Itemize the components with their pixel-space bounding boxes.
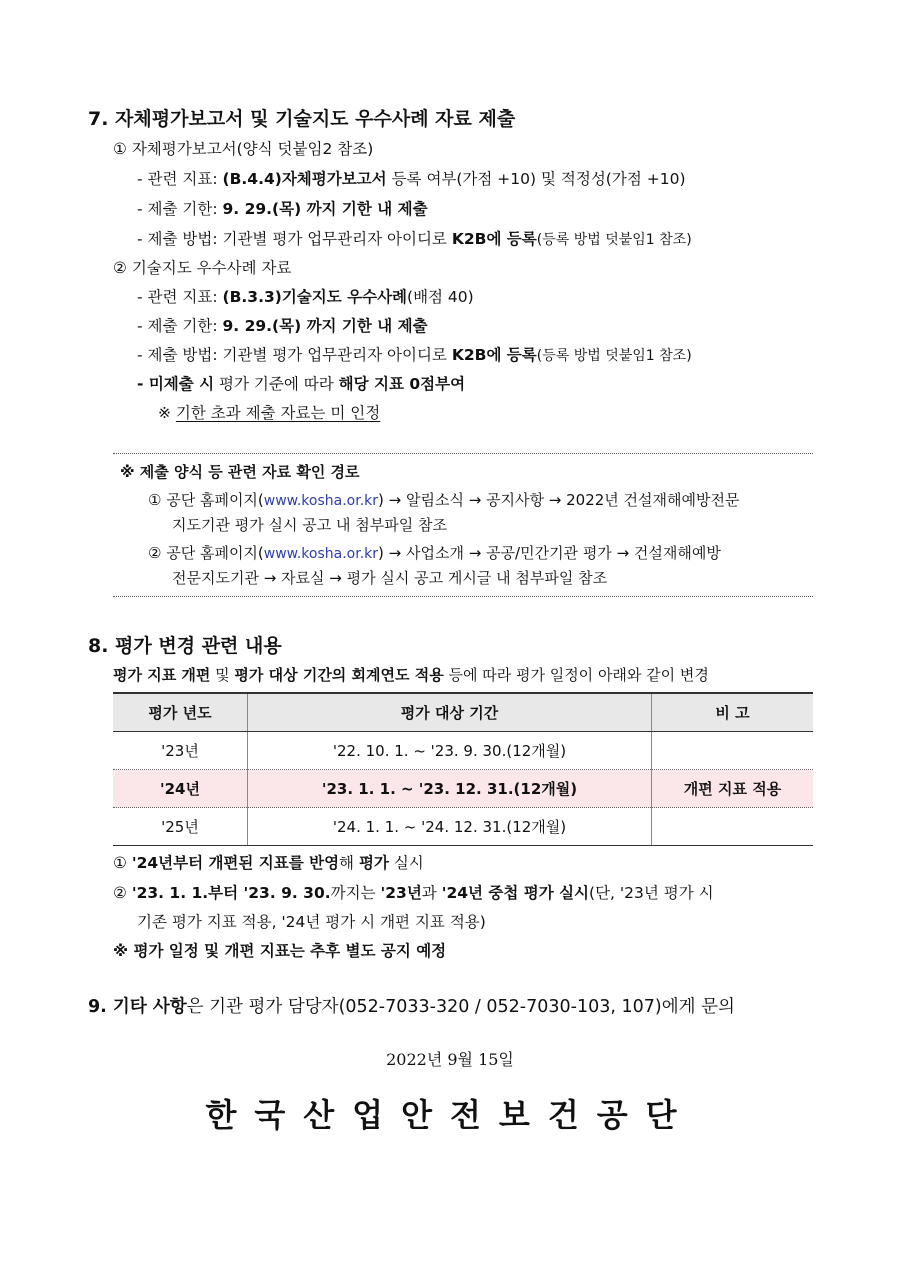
cell-remark: 개편 지표 적용 bbox=[652, 770, 814, 808]
section-9-contact: 9. 기타 사항은 기관 평가 담당자(052-7033-320 / 052-7030-103, 107)에게 문의 bbox=[88, 997, 735, 1017]
kosha-link[interactable]: www.kosha.or.kr bbox=[263, 493, 379, 509]
section-7-title: 7. 자체평가보고서 및 기술지도 우수사례 자료 제출 bbox=[88, 108, 516, 130]
reference-box-title: ※ 제출 양식 등 관련 자료 확인 경로 bbox=[120, 463, 360, 481]
self-report-indicator: - 관련 지표: (B.4.4)자체평가보고서 등록 여부(가점 +10) 및 적정성(가점 +10) bbox=[137, 170, 686, 188]
reference-path-1: ① 공단 홈페이지(www.kosha.or.kr) → 알림소식 → 공지사항 → 2022년 건설재해예방전문 bbox=[148, 491, 740, 509]
reference-path-2-cont: 전문지도기관 → 자료실 → 평가 실시 공고 게시글 내 첨부파일 참조 bbox=[172, 569, 608, 587]
col-header-year: 평가 년도 bbox=[113, 693, 248, 732]
change-note-2: ② '23. 1. 1.부터 '23. 9. 30.까지는 '23년과 '24년 중첩 평가 실시(단, '23년 평가 시 bbox=[113, 884, 714, 902]
reference-path-2: ② 공단 홈페이지(www.kosha.or.kr) → 사업소개 → 공공/민간기관 평가 → 건설재해예방 bbox=[148, 544, 721, 562]
section-8-title: 8. 평가 변경 관련 내용 bbox=[88, 635, 282, 657]
self-report-method: - 제출 방법: 기관별 평가 업무관리자 아이디로 K2B에 등록(등록 방법 덧붙임1 참조) bbox=[137, 230, 692, 248]
cell-period: '23. 1. 1. ~ '23. 12. 31.(12개월) bbox=[248, 770, 652, 808]
box-bottom-rule bbox=[113, 596, 813, 597]
table-header-row bbox=[113, 693, 813, 732]
cell-period: '24. 1. 1. ~ '24. 12. 31.(12개월) bbox=[248, 808, 652, 846]
change-note-1: ① '24년부터 개편된 지표를 반영해 평가 실시 bbox=[113, 854, 424, 872]
evaluation-schedule-table bbox=[113, 692, 813, 846]
reference-path-1-cont: 지도기관 평가 실시 공고 내 첨부파일 참조 bbox=[172, 516, 447, 534]
schedule-notice: ※ 평가 일정 및 개편 지표는 추후 별도 공지 예정 bbox=[113, 942, 447, 960]
cell-year: '24년 bbox=[113, 770, 248, 808]
item-best-practice: ② 기술지도 우수사례 자료 bbox=[113, 259, 292, 277]
late-submission-note: ※ 기한 초과 제출 자료는 미 인정 bbox=[158, 404, 381, 422]
best-practice-deadline: - 제출 기한: 9. 29.(목) 까지 기한 내 제출 bbox=[137, 317, 428, 335]
cell-period: '22. 10. 1. ~ '23. 9. 30.(12개월) bbox=[248, 732, 652, 770]
table-row bbox=[113, 808, 813, 846]
cell-year: '25년 bbox=[113, 808, 248, 846]
best-practice-indicator: - 관련 지표: (B.3.3)기술지도 우수사례(배점 40) bbox=[137, 288, 474, 306]
cell-year: '23년 bbox=[113, 732, 248, 770]
cell-remark bbox=[652, 808, 814, 846]
col-header-period: 평가 대상 기간 bbox=[248, 693, 652, 732]
cell-remark bbox=[652, 732, 814, 770]
item-self-report: ① 자체평가보고서(양식 덧붙임2 참조) bbox=[113, 140, 374, 158]
change-note-2-cont: 기존 평가 지표 적용, '24년 평가 시 개편 지표 적용) bbox=[137, 913, 486, 931]
organization-name: 한국산업안전보건공단 bbox=[205, 1096, 695, 1134]
self-report-deadline: - 제출 기한: 9. 29.(목) 까지 기한 내 제출 bbox=[137, 200, 428, 218]
col-header-remark: 비 고 bbox=[652, 693, 814, 732]
issue-date: 2022년 9월 15일 bbox=[386, 1050, 514, 1069]
best-practice-method: - 제출 방법: 기관별 평가 업무관리자 아이디로 K2B에 등록(등록 방법 덧붙임1 참조) bbox=[137, 346, 692, 364]
table-row bbox=[113, 732, 813, 770]
non-submission-note: - 미제출 시 평가 기준에 따라 해당 지표 0점부여 bbox=[137, 375, 466, 393]
section-8-intro: 평가 지표 개편 및 평가 대상 기간의 회계연도 적용 등에 따라 평가 일정이 아래와 같이 변경 bbox=[113, 666, 709, 684]
kosha-link[interactable]: www.kosha.or.kr bbox=[263, 546, 379, 562]
box-top-rule bbox=[113, 453, 813, 454]
table-row-highlighted bbox=[113, 770, 813, 808]
